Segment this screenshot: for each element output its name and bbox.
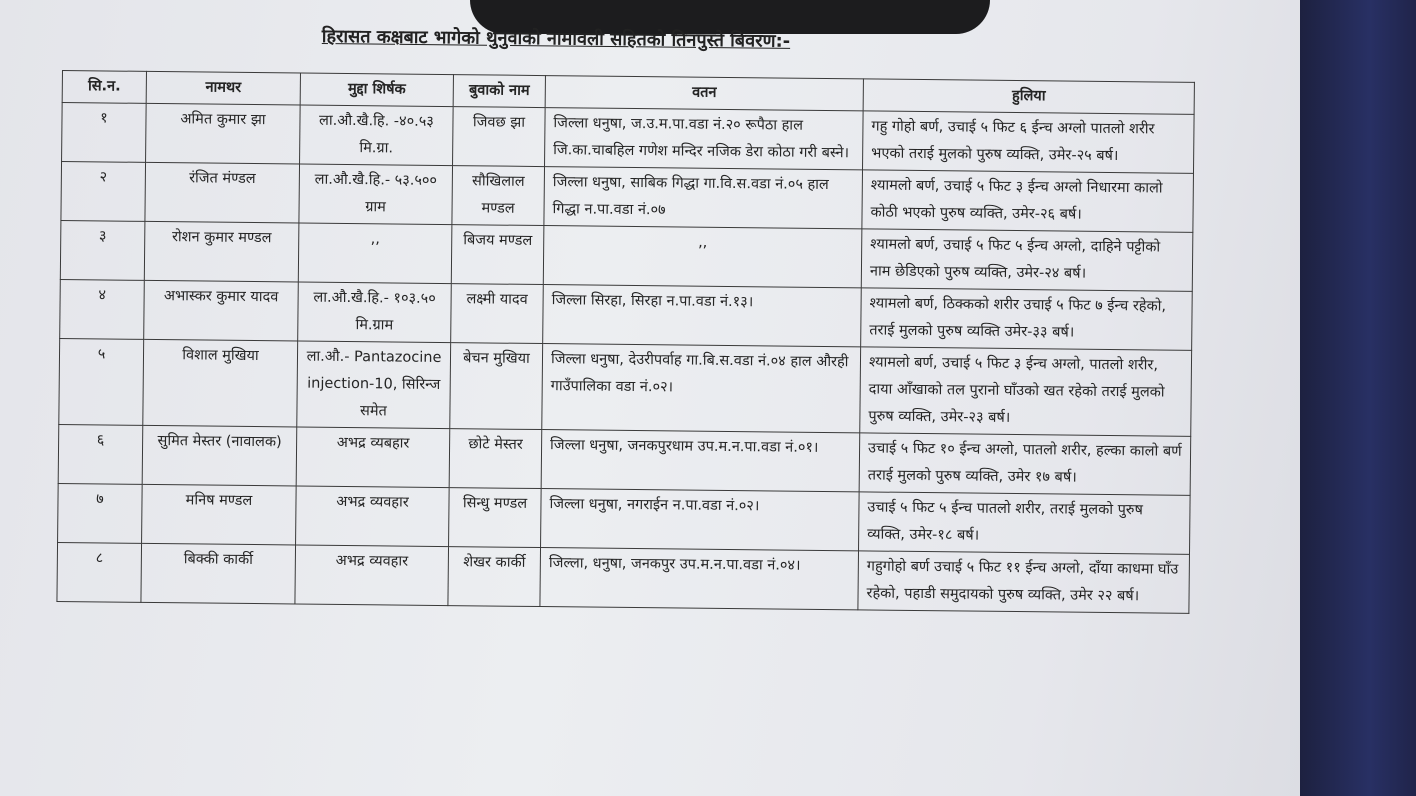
cell-description: श्यामलो बर्ण, उचाई ५ फिट ३ ईन्च अग्लो निधारमा कालो कोठी भएको पुरुष व्यक्ति, उमेर-२६ बर्ष। bbox=[862, 170, 1194, 232]
cell-name: अमित कुमार झा bbox=[146, 103, 301, 164]
cell-description: श्यामलो बर्ण, उचाई ५ फिट ५ ईन्च अग्लो, दाहिने पट्टीको नाम छेडिएको पुरुष व्यक्ति, उमेर-२४ बर्ष। bbox=[861, 229, 1193, 291]
detainee-table-container bbox=[56, 70, 1195, 614]
cell-description: गहुगोहो बर्ण उचाई ५ फिट ११ ईन्च अग्लो, दाँया काधमा घाँउ रहेको, पहाडी समुदायको पुरुष व्यक्ति, उमेर २२ बर्ष। bbox=[858, 551, 1190, 613]
cell-address: जिल्ला धनुषा, जनकपुरधाम उप.म.न.पा.वडा नं.०१। bbox=[541, 430, 860, 492]
cell-serial: ८ bbox=[57, 542, 142, 602]
header-name: नामथर bbox=[146, 71, 300, 105]
cell-serial: २ bbox=[61, 162, 146, 222]
cell-address: जिल्ला धनुषा, साबिक गिद्धा गा.वि.स.वडा नं.०५ हाल गिद्धा न.पा.वडा नं.०७ bbox=[544, 167, 863, 229]
cell-case: ,, bbox=[298, 223, 452, 284]
cell-case: अभद्र व्यवहार bbox=[295, 545, 449, 606]
table-row bbox=[57, 542, 1190, 613]
cell-name: विशाल मुखिया bbox=[143, 339, 298, 427]
cell-name: बिक्की कार्की bbox=[141, 543, 296, 604]
cell-case: ला.औ.खै.हि.- १०३.५० मि.ग्राम bbox=[298, 282, 452, 343]
cell-serial: १ bbox=[62, 103, 147, 163]
header-address: वतन bbox=[545, 76, 863, 111]
cell-address: ,, bbox=[543, 226, 862, 288]
cell-serial: ५ bbox=[59, 338, 144, 425]
cell-case: अभद्र व्यबहार bbox=[296, 427, 450, 488]
header-description: हुलिया bbox=[863, 79, 1194, 114]
cell-description: गहु गोहो बर्ण, उचाई ५ फिट ६ ईन्च अग्लो पातलो शरीर भएको तराई मुलको पुरुष व्यक्ति, उमेर-२५ बर्ष। bbox=[862, 111, 1194, 173]
cell-description: श्यामलो बर्ण, उचाई ५ फिट ३ ईन्च अग्लो, पातलो शरीर, दाया आँखाको तल पुरानो घाँउको खत रहेको तराई मुलको पुरुष व्यक्ति, उमेर-२३ बर्ष। bbox=[860, 347, 1192, 436]
cell-name: सुमित मेस्तर (नावालक) bbox=[142, 425, 297, 486]
cell-case: ला.औ.- Pantazocine injection-10, सिरिन्ज समेत bbox=[297, 341, 451, 429]
cell-father: शेखर कार्की bbox=[448, 547, 541, 607]
cell-address: जिल्ला धनुषा, नगराईन न.पा.वडा नं.०२। bbox=[541, 489, 860, 551]
cell-serial: ६ bbox=[58, 424, 143, 484]
cell-address: जिल्ला सिरहा, सिरहा न.पा.वडा नं.१३। bbox=[543, 285, 862, 347]
cell-address: जिल्ला धनुषा, देउरीपर्वाह गा.बि.स.वडा नं.०४ हाल औरही गाउँपालिका वडा नं.०२। bbox=[542, 344, 861, 433]
cell-father: लक्ष्मी यादव bbox=[451, 284, 544, 344]
cell-address: जिल्ला, धनुषा, जनकपुर उप.म.न.पा.वडा नं.०४। bbox=[540, 548, 859, 610]
cell-case: ला.औ.खै.हि.- ५३.५०० ग्राम bbox=[299, 164, 453, 225]
cell-father: छोटे मेस्तर bbox=[449, 429, 542, 489]
cell-serial: ४ bbox=[60, 279, 145, 339]
cell-father: सौखिलाल मण्डल bbox=[452, 166, 545, 226]
cell-description: उचाई ५ फिट ५ ईन्च पातलो शरीर, तराई मुलको पुरुष व्यक्ति, उमेर-१८ बर्ष। bbox=[859, 492, 1191, 554]
table-row bbox=[59, 338, 1192, 436]
document-title: हिरासत कक्षबाट भागेको थुनुवाको नामावली सहितको तिनपुस्ते बिवरण:- bbox=[321, 25, 791, 52]
cell-serial: ७ bbox=[58, 483, 143, 543]
detainee-table bbox=[56, 70, 1195, 614]
cell-father: जिवछ झा bbox=[453, 107, 546, 167]
cell-case: ला.औ.खै.हि. -४०.५३ मि.ग्रा. bbox=[300, 105, 454, 166]
cell-name: रंजित मंण्डल bbox=[145, 162, 300, 223]
cell-case: अभद्र व्यवहार bbox=[296, 486, 450, 547]
cell-description: उचाई ५ फिट १० ईन्च अग्लो, पातलो शरीर, हल्का कालो बर्ण तराई मुलको पुरुष व्यक्ति, उमेर १७ बर्ष। bbox=[859, 433, 1191, 495]
cell-name: अभास्कर कुमार यादव bbox=[144, 280, 299, 341]
cell-serial: ३ bbox=[60, 220, 145, 280]
cell-name: रोशन कुमार मण्डल bbox=[144, 221, 299, 282]
header-serial: सि.न. bbox=[62, 71, 146, 104]
cell-father: बिजय मण्डल bbox=[451, 225, 544, 285]
cell-name: मनिष मण्डल bbox=[142, 484, 297, 545]
cell-address: जिल्ला धनुषा, ज.उ.म.पा.वडा नं.२० रूपैठा हाल जि.का.चाबहिल गणेश मन्दिर नजिक डेरा कोठा गरी बस्ने। bbox=[545, 108, 864, 170]
cell-description: श्यामलो बर्ण, ठिक्कको शरीर उचाई ५ फिट ७ ईन्च रहेको, तराई मुलको पुरुष व्यक्ति उमेर-३३ बर्ष। bbox=[861, 288, 1193, 350]
cell-father: बेचन मुखिया bbox=[450, 343, 543, 430]
background-fabric bbox=[1300, 0, 1416, 796]
cell-father: सिन्धु मण्डल bbox=[449, 488, 542, 548]
header-father: बुवाको नाम bbox=[453, 75, 545, 108]
header-case: मुद्दा शिर्षक bbox=[300, 73, 453, 107]
